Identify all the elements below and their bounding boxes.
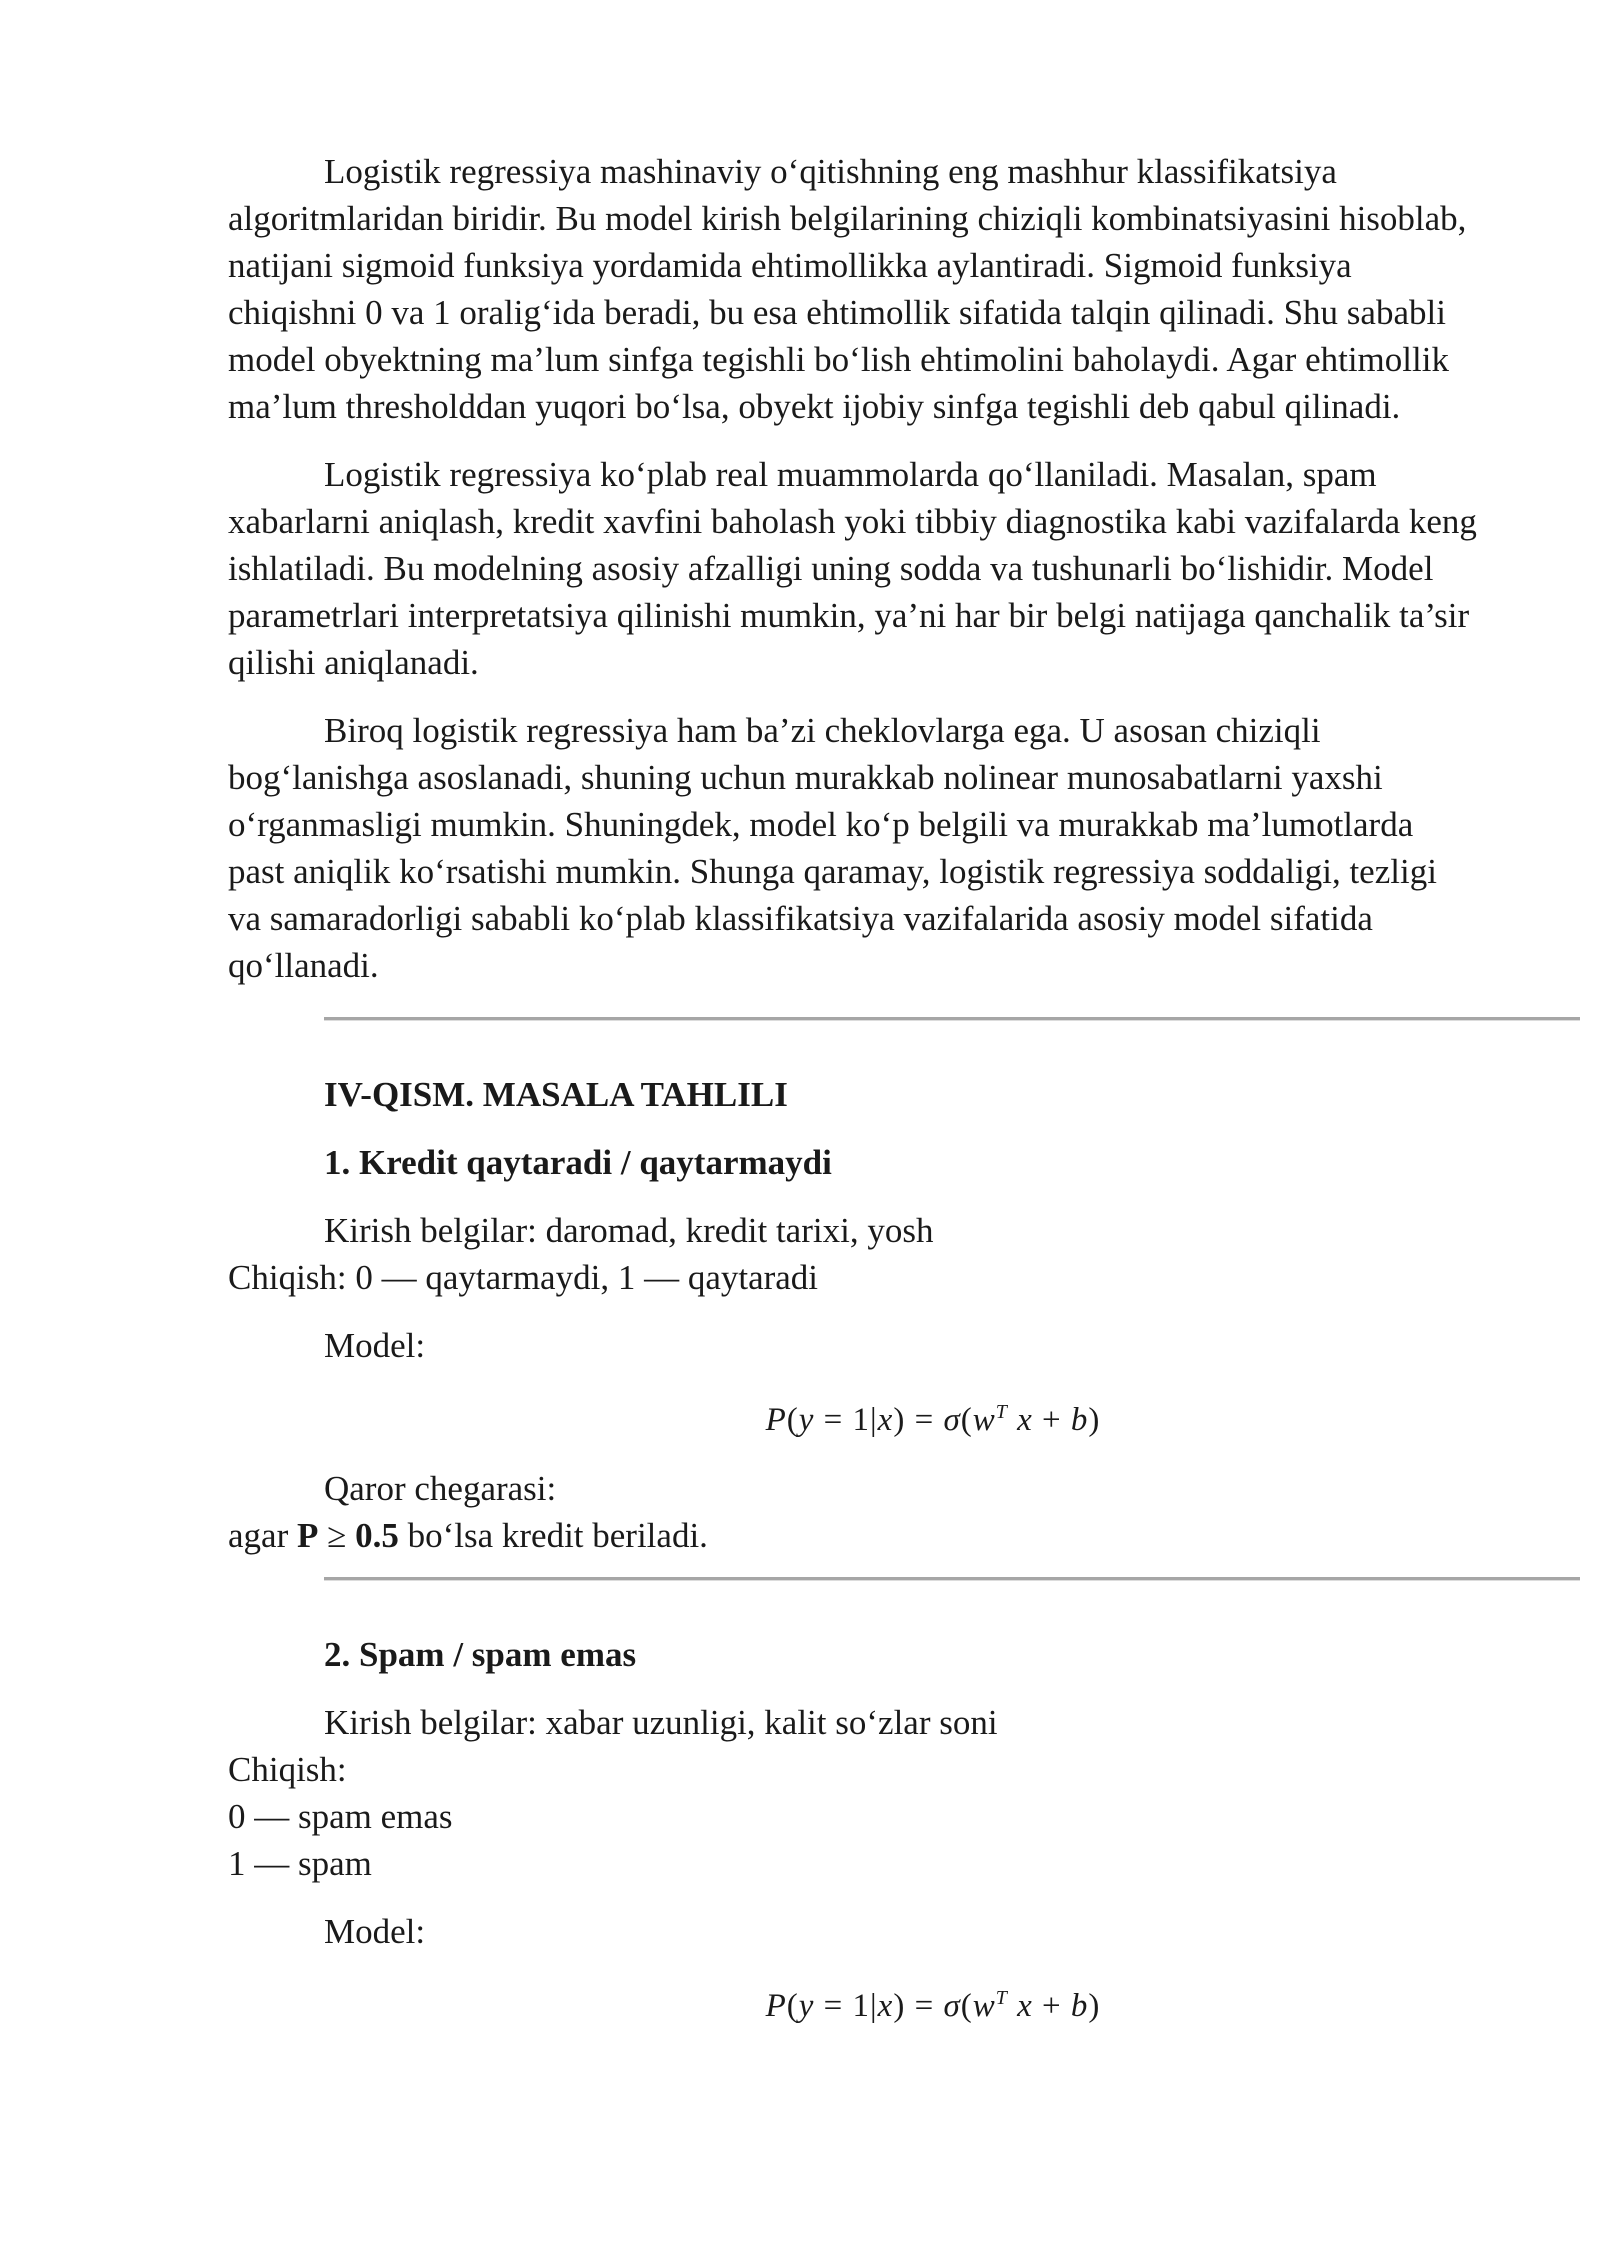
intro-paragraph-3: Biroq logistik regressiya ham ba’zi cheklovlarga ega. U asosan chiziqli bog‘lanishga asoslanadi, shuning uchun murakkab nolinear munosabatlarni yaxshi o‘rganmasligi mumkin. Shuningdek, model ko‘p belgili va murakkab ma’lumotlarda past aniqlik ko‘rsatishi mumkin. Shunga qaramay, logistik regressiya soddaligi, tezligi va samaradorligi sababli ko‘plab klassifikatsiya vazifalarida asosiy model sifatida qo‘llanadi. xyxy=(228,711,1437,985)
task2-inputs: Kirish belgilar: xabar uzunligi, kalit so‘zlar soni xyxy=(324,1703,998,1742)
task1-decision-rule: agar P ≥ 0.5 bo‘lsa kredit beriladi. xyxy=(228,1516,708,1555)
task1-heading: 1. Kredit qaytaradi / qaytarmaydi xyxy=(324,1143,832,1182)
intro-paragraph-2: Logistik regressiya ko‘plab real muammolarda qo‘llaniladi. Masalan, spam xabarlarni aniqlash, kredit xavfini baholash yoki tibbiy diagnostika kabi vazifalarda keng ishlatiladi. Bu modelning asosiy afzalligi uning sodda va tushunarli bo‘lishidir. Model parametrlari interpretatsiya qilinishi mumkin, ya’ni har bir belgi natijaga qanchalik ta’sir qilishi aniqlanadi. xyxy=(228,455,1477,682)
task1-decision-label: Qaror chegarasi: xyxy=(324,1469,557,1508)
task2-output-1: 1 — spam xyxy=(228,1844,372,1883)
document-content xyxy=(228,148,1478,2031)
intro-paragraph-1: Logistik regressiya mashinaviy o‘qitishning eng mashhur klassifikatsiya algoritmlaridan biridir. Bu model kirish belgilarining chiziqli kombinatsiyasini hisoblab, natijani sigmoid funksiya yordamida ehtimollikka aylantiradi. Sigmoid funksiya chiqishni 0 va 1 oralig‘ida beradi, bu esa ehtimollik sifatida talqin qilinadi. Shu sababli model obyektning ma’lum sinfga tegishli bo‘lish ehtimolini baholaydi. Agar ehtimollik ma’lum thresholddan yuqori bo‘lsa, obyekt ijobiy sinfga tegishli deb qabul qilinadi. xyxy=(228,152,1467,426)
task2-model-label: Model: xyxy=(324,1912,426,1951)
task1-model-label: Model: xyxy=(324,1326,426,1365)
task2-model-formula: $P(y = 1|x) = \sigma(w^T$ x + b) xyxy=(765,1987,1101,2024)
task2-heading: 2. Spam / spam emas xyxy=(324,1635,637,1674)
section-heading: IV-QISM. MASALA TAHLILI xyxy=(324,1075,788,1114)
task2-output-label: Chiqish: xyxy=(228,1750,347,1789)
task2-output-0: 0 — spam emas xyxy=(228,1797,453,1836)
task1-output: Chiqish: 0 — qaytarmaydi, 1 — qaytaradi xyxy=(228,1258,819,1297)
task1-inputs: Kirish belgilar: daromad, kredit tarixi, yosh xyxy=(324,1211,934,1250)
task1-model-formula: $P(y = 1|x) = \sigma(w^T$ x + b) xyxy=(765,1401,1101,1438)
